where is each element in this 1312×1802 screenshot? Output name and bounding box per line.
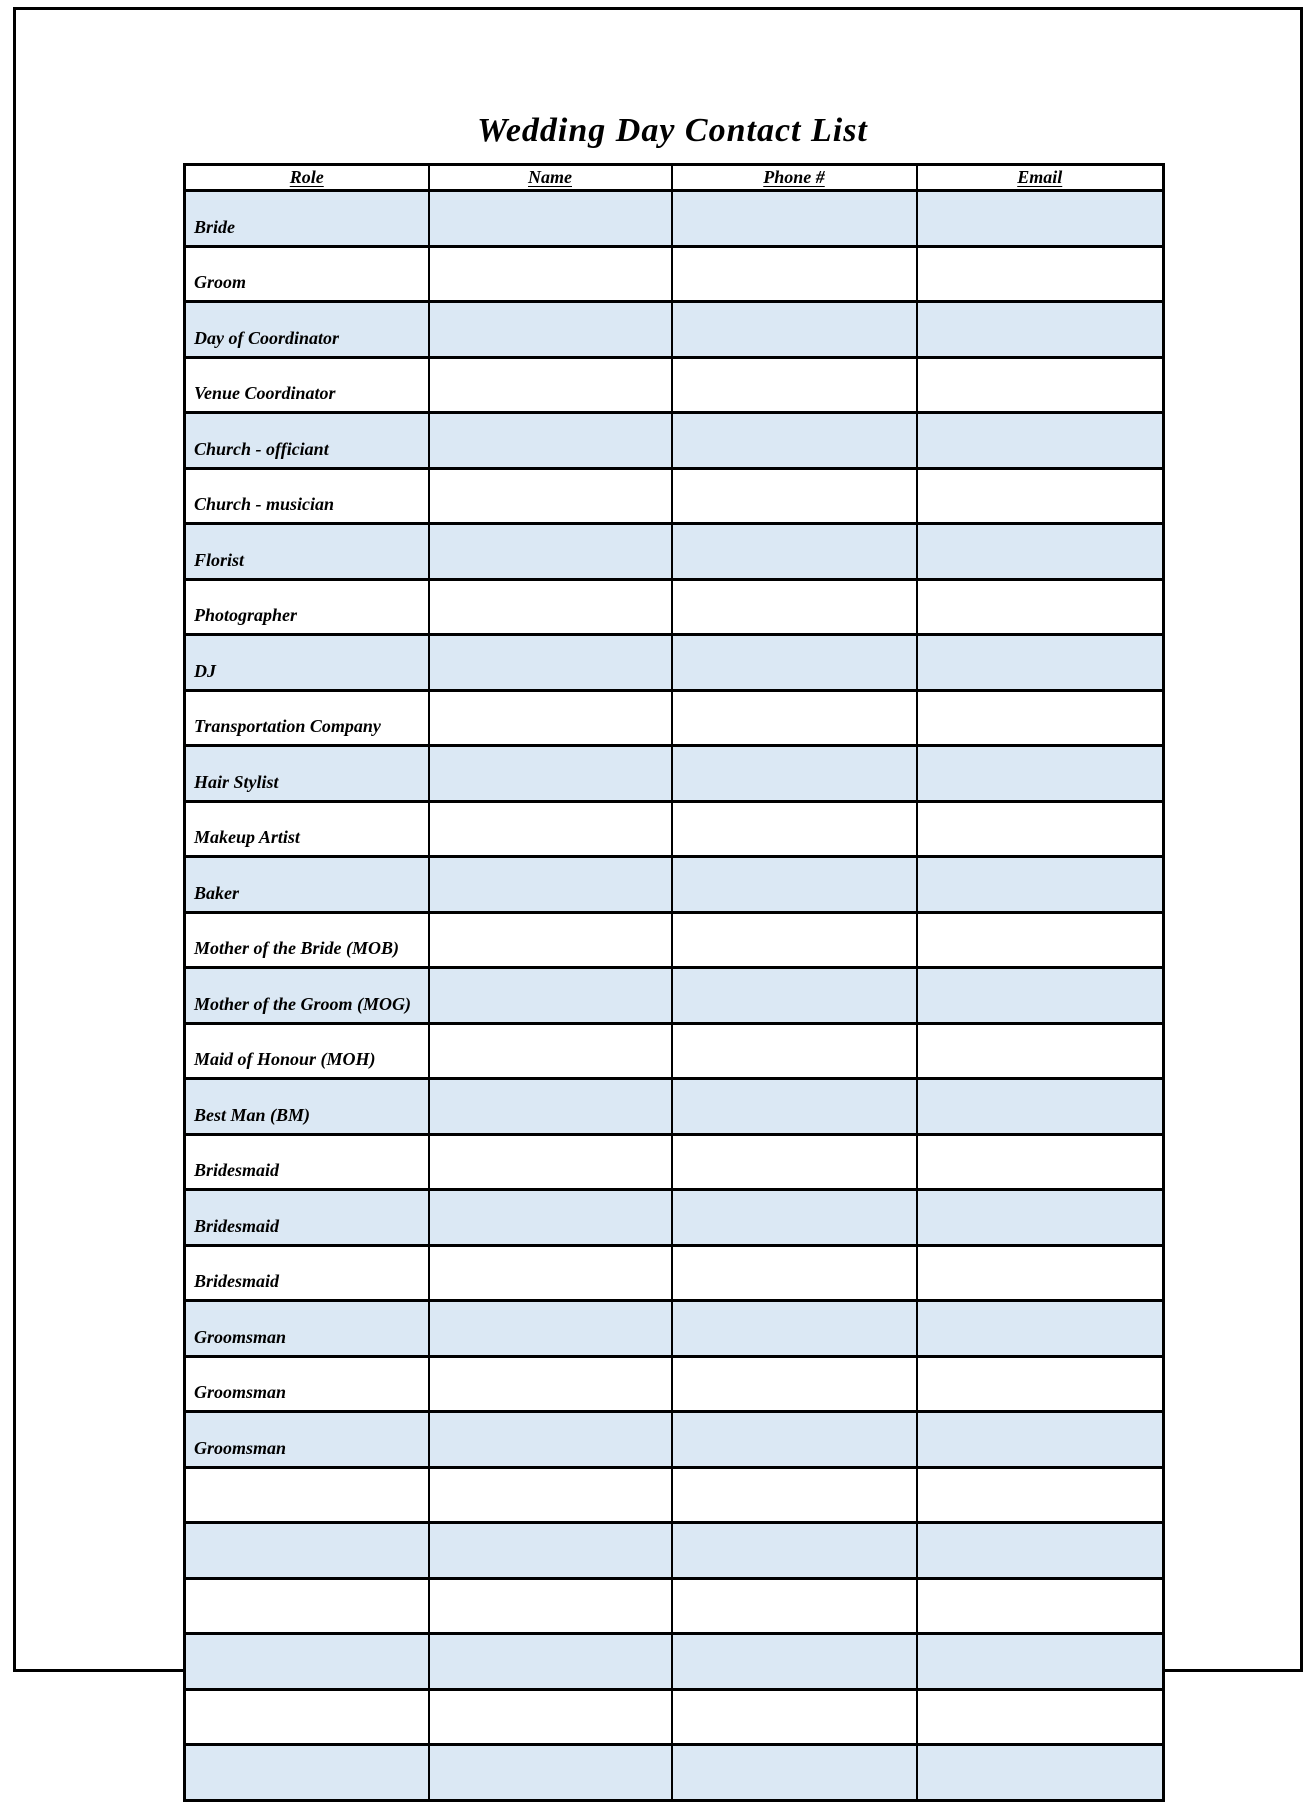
table-row: [185, 302, 1164, 358]
name-cell[interactable]: [429, 1745, 672, 1801]
table-row: [185, 246, 1164, 302]
role-cell: DJ: [185, 635, 429, 691]
column-header-phone: Phone #: [672, 165, 917, 191]
email-cell[interactable]: [917, 1412, 1164, 1468]
email-cell[interactable]: [917, 468, 1164, 524]
role-cell: Hair Stylist: [185, 746, 429, 802]
role-cell: Maid of Honour (MOH): [185, 1023, 429, 1079]
role-cell: Day of Coordinator: [185, 302, 429, 358]
email-cell[interactable]: [917, 746, 1164, 802]
role-cell[interactable]: [185, 1523, 429, 1579]
email-cell[interactable]: [917, 635, 1164, 691]
phone-cell[interactable]: [672, 635, 917, 691]
phone-cell[interactable]: [672, 413, 917, 469]
role-cell: Groomsman: [185, 1356, 429, 1412]
email-cell[interactable]: [917, 1190, 1164, 1246]
name-cell[interactable]: [429, 413, 672, 469]
name-cell[interactable]: [429, 191, 672, 247]
name-cell[interactable]: [429, 746, 672, 802]
email-cell[interactable]: [917, 1134, 1164, 1190]
role-cell[interactable]: [185, 1689, 429, 1745]
table-row: [185, 690, 1164, 746]
role-cell: Venue Coordinator: [185, 357, 429, 413]
phone-cell[interactable]: [672, 1578, 917, 1634]
table-row: [185, 1134, 1164, 1190]
phone-cell[interactable]: [672, 746, 917, 802]
column-header-name: Name: [429, 165, 672, 191]
email-cell[interactable]: [917, 968, 1164, 1024]
phone-cell[interactable]: [672, 1356, 917, 1412]
phone-cell[interactable]: [672, 1412, 917, 1468]
email-cell[interactable]: [917, 1467, 1164, 1523]
email-cell[interactable]: [917, 1079, 1164, 1135]
email-cell[interactable]: [917, 191, 1164, 247]
table-header-row: [185, 165, 1164, 191]
table-row: [185, 635, 1164, 691]
email-cell[interactable]: [917, 1689, 1164, 1745]
email-cell[interactable]: [917, 579, 1164, 635]
role-cell: Groomsman: [185, 1412, 429, 1468]
table-row: [185, 1412, 1164, 1468]
column-header-email: Email: [917, 165, 1164, 191]
role-cell[interactable]: [185, 1467, 429, 1523]
name-cell[interactable]: [429, 1634, 672, 1690]
name-cell[interactable]: [429, 912, 672, 968]
name-cell[interactable]: [429, 1578, 672, 1634]
phone-cell[interactable]: [672, 468, 917, 524]
email-cell[interactable]: [917, 524, 1164, 580]
table-row: [185, 1301, 1164, 1357]
role-cell: Bridesmaid: [185, 1245, 429, 1301]
email-cell[interactable]: [917, 1023, 1164, 1079]
phone-cell[interactable]: [672, 1301, 917, 1357]
table-row: [185, 1023, 1164, 1079]
table-row: [185, 357, 1164, 413]
wedding-contact-table: [183, 163, 1165, 1802]
name-cell[interactable]: [429, 1023, 672, 1079]
role-cell: Makeup Artist: [185, 801, 429, 857]
table-header: [185, 165, 1164, 191]
table-row: [185, 1079, 1164, 1135]
name-cell[interactable]: [429, 635, 672, 691]
table-row: [185, 524, 1164, 580]
email-cell[interactable]: [917, 413, 1164, 469]
email-cell[interactable]: [917, 1245, 1164, 1301]
phone-cell[interactable]: [672, 1523, 917, 1579]
name-cell[interactable]: [429, 1412, 672, 1468]
table-row: [185, 746, 1164, 802]
role-cell: Bride: [185, 191, 429, 247]
table-row: [185, 1190, 1164, 1246]
page-title: Wedding Day Contact List: [477, 112, 868, 149]
phone-cell[interactable]: [672, 801, 917, 857]
email-cell[interactable]: [917, 1356, 1164, 1412]
phone-cell[interactable]: [672, 857, 917, 913]
role-cell[interactable]: [185, 1745, 429, 1801]
email-cell[interactable]: [917, 912, 1164, 968]
name-cell[interactable]: [429, 1467, 672, 1523]
name-cell[interactable]: [429, 1190, 672, 1246]
name-cell[interactable]: [429, 857, 672, 913]
email-cell[interactable]: [917, 246, 1164, 302]
phone-cell[interactable]: [672, 246, 917, 302]
table-row: [185, 1634, 1164, 1690]
phone-cell[interactable]: [672, 912, 917, 968]
email-cell[interactable]: [917, 1523, 1164, 1579]
name-cell[interactable]: [429, 302, 672, 358]
role-cell: Church - musician: [185, 468, 429, 524]
role-cell: Florist: [185, 524, 429, 580]
name-cell[interactable]: [429, 1689, 672, 1745]
phone-cell[interactable]: [672, 357, 917, 413]
phone-cell[interactable]: [672, 1245, 917, 1301]
table-row: [185, 413, 1164, 469]
table-row: [185, 468, 1164, 524]
name-cell[interactable]: [429, 524, 672, 580]
name-cell[interactable]: [429, 468, 672, 524]
phone-cell[interactable]: [672, 968, 917, 1024]
phone-cell[interactable]: [672, 1190, 917, 1246]
name-cell[interactable]: [429, 357, 672, 413]
email-cell[interactable]: [917, 1634, 1164, 1690]
name-cell[interactable]: [429, 968, 672, 1024]
role-cell: Baker: [185, 857, 429, 913]
role-cell: Best Man (BM): [185, 1079, 429, 1135]
table-row: [185, 857, 1164, 913]
role-cell[interactable]: [185, 1634, 429, 1690]
phone-cell[interactable]: [672, 1467, 917, 1523]
table-row: [185, 579, 1164, 635]
email-cell[interactable]: [917, 690, 1164, 746]
table-row: [185, 1467, 1164, 1523]
name-cell[interactable]: [429, 1245, 672, 1301]
email-cell[interactable]: [917, 1578, 1164, 1634]
role-cell: Bridesmaid: [185, 1134, 429, 1190]
name-cell[interactable]: [429, 690, 672, 746]
name-cell[interactable]: [429, 1134, 672, 1190]
table-row: [185, 912, 1164, 968]
phone-cell[interactable]: [672, 1079, 917, 1135]
role-cell: Church - officiant: [185, 413, 429, 469]
phone-cell[interactable]: [672, 1689, 917, 1745]
role-cell: Transportation Company: [185, 690, 429, 746]
phone-cell[interactable]: [672, 1134, 917, 1190]
name-cell[interactable]: [429, 1301, 672, 1357]
role-cell: Groom: [185, 246, 429, 302]
phone-cell[interactable]: [672, 690, 917, 746]
phone-cell[interactable]: [672, 191, 917, 247]
table-row: [185, 1245, 1164, 1301]
email-cell[interactable]: [917, 857, 1164, 913]
table-row: [185, 1689, 1164, 1745]
name-cell[interactable]: [429, 1523, 672, 1579]
phone-cell[interactable]: [672, 1745, 917, 1801]
name-cell[interactable]: [429, 801, 672, 857]
name-cell[interactable]: [429, 246, 672, 302]
role-cell: Photographer: [185, 579, 429, 635]
table-row: [185, 191, 1164, 247]
role-cell: Bridesmaid: [185, 1190, 429, 1246]
role-cell: Mother of the Bride (MOB): [185, 912, 429, 968]
name-cell[interactable]: [429, 1079, 672, 1135]
phone-cell[interactable]: [672, 1023, 917, 1079]
table-row: [185, 1356, 1164, 1412]
table-row: [185, 801, 1164, 857]
table-row: [185, 1578, 1164, 1634]
column-header-role: Role: [185, 165, 429, 191]
email-cell[interactable]: [917, 302, 1164, 358]
role-cell: Groomsman: [185, 1301, 429, 1357]
name-cell[interactable]: [429, 579, 672, 635]
email-cell[interactable]: [917, 801, 1164, 857]
phone-cell[interactable]: [672, 302, 917, 358]
table-row: [185, 968, 1164, 1024]
phone-cell[interactable]: [672, 579, 917, 635]
role-cell[interactable]: [185, 1578, 429, 1634]
name-cell[interactable]: [429, 1356, 672, 1412]
phone-cell[interactable]: [672, 524, 917, 580]
table-row: [185, 1745, 1164, 1801]
role-cell: Mother of the Groom (MOG): [185, 968, 429, 1024]
table-row: [185, 1523, 1164, 1579]
email-cell[interactable]: [917, 1301, 1164, 1357]
phone-cell[interactable]: [672, 1634, 917, 1690]
email-cell[interactable]: [917, 357, 1164, 413]
email-cell[interactable]: [917, 1745, 1164, 1801]
